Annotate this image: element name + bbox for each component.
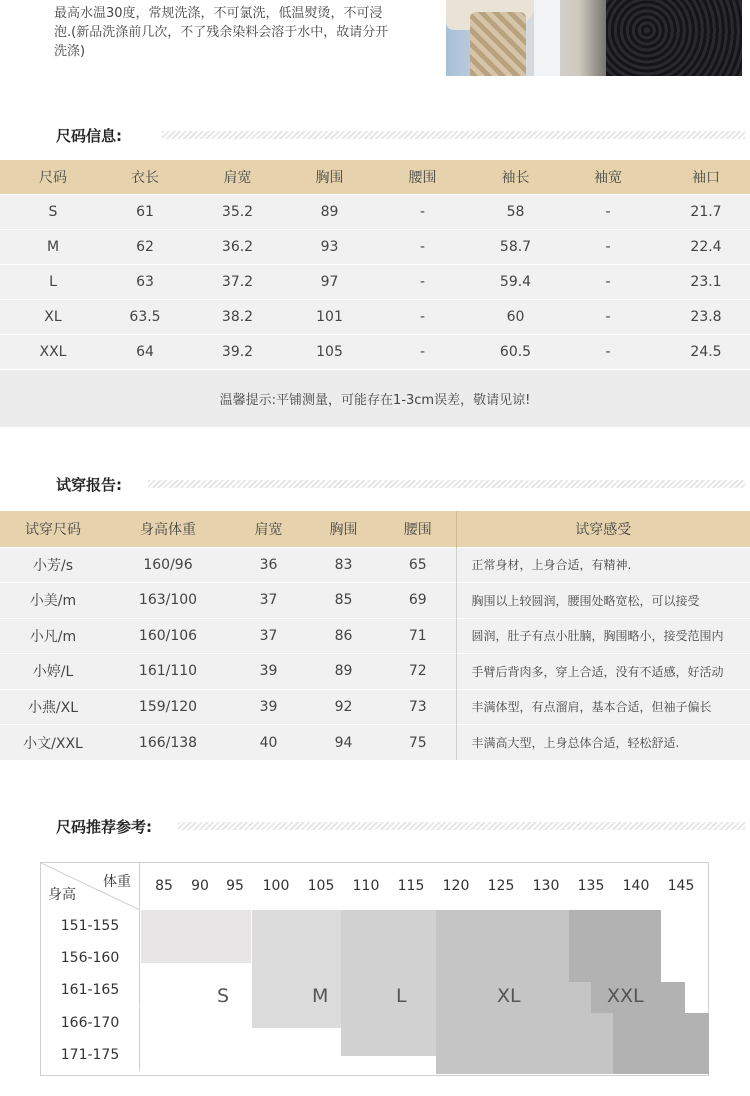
table-cell: - — [554, 299, 662, 334]
table-cell: 36 — [230, 547, 307, 583]
care-instructions: 最高水温30度，常规洗涤，不可氯洗，低温熨烫，不可浸泡.(新品洗涤前几次，不了残余染料会溶于水中，故请分开洗涤) — [54, 6, 389, 59]
column-header: 试穿感受 — [456, 511, 750, 547]
weight-tick: 120 — [442, 878, 470, 894]
table-row — [0, 299, 750, 334]
table-cell: - — [368, 264, 477, 299]
fit-feedback: 圆润，肚子有点小肚腩，胸围略小，接受范围内 — [456, 618, 750, 654]
size-zone-s — [141, 910, 251, 963]
table-cell: 160/106 — [106, 618, 230, 654]
size-zone-xl — [436, 982, 614, 1074]
table-row — [0, 583, 750, 619]
size-zone-m — [252, 910, 341, 1028]
table-cell: 24.5 — [662, 334, 750, 369]
photo-lace-skirt — [606, 0, 742, 76]
table-cell: 23.8 — [662, 299, 750, 334]
fit-feedback: 手臂后背肉多，穿上合适，没有不适感，好活动 — [456, 654, 750, 690]
title-stripe-decoration — [162, 131, 745, 139]
measurement-note: 温馨提示:平铺测量，可能存在1-3cm误差，敬请见谅! — [0, 369, 750, 427]
measurement-note-row — [0, 369, 750, 427]
weight-tick: 100 — [262, 878, 290, 894]
table-row — [0, 654, 750, 690]
size-label-m: M — [312, 985, 329, 1007]
table-cell: XL — [0, 299, 106, 334]
height-axis-label: 身高 — [48, 887, 76, 903]
column-header: 尺码 — [0, 160, 106, 194]
photo-sleeve — [534, 0, 560, 76]
table-cell: M — [0, 229, 106, 264]
height-tick: 166-170 — [41, 1007, 140, 1039]
size-zone-l — [341, 910, 436, 1056]
column-header: 袖长 — [477, 160, 554, 194]
size-table — [0, 160, 750, 427]
table-cell: 69 — [380, 583, 456, 619]
height-tick: 161-165 — [41, 974, 140, 1006]
table-cell: 101 — [291, 299, 368, 334]
column-header: 试穿尺码 — [0, 511, 106, 547]
weight-tick: 105 — [307, 878, 335, 894]
column-header: 胸围 — [307, 511, 380, 547]
table-cell: 75 — [380, 725, 456, 761]
table-cell: 37.2 — [184, 264, 291, 299]
weight-tick: 125 — [487, 878, 515, 894]
table-cell: - — [554, 194, 662, 229]
size-zone-xxl — [569, 910, 661, 982]
table-cell: L — [0, 264, 106, 299]
table-cell: - — [368, 229, 477, 264]
table-cell: 163/100 — [106, 583, 230, 619]
table-cell: 58 — [477, 194, 554, 229]
table-row — [0, 334, 750, 369]
table-cell: 59.4 — [477, 264, 554, 299]
size-label-l: L — [396, 985, 407, 1007]
rec-corner-header — [41, 863, 140, 910]
weight-tick: 90 — [191, 878, 209, 894]
weight-tick: 130 — [532, 878, 560, 894]
table-cell: 22.4 — [662, 229, 750, 264]
table-cell: 39 — [230, 689, 307, 725]
table-cell: 小凡/m — [0, 618, 106, 654]
column-header: 袖宽 — [554, 160, 662, 194]
product-photo — [446, 0, 742, 76]
table-cell: 92 — [307, 689, 380, 725]
column-header: 身高体重 — [106, 511, 230, 547]
size-table-header — [0, 160, 750, 194]
table-row — [0, 264, 750, 299]
table-cell: 61 — [106, 194, 184, 229]
height-tick: 151-155 — [41, 910, 140, 942]
table-cell: 39 — [230, 654, 307, 690]
size-label-xl: XL — [497, 985, 521, 1007]
table-cell: 86 — [307, 618, 380, 654]
table-cell: - — [554, 264, 662, 299]
table-cell: 105 — [291, 334, 368, 369]
weight-tick: 140 — [622, 878, 650, 894]
table-cell: - — [554, 334, 662, 369]
column-header: 胸围 — [291, 160, 368, 194]
table-cell: 166/138 — [106, 725, 230, 761]
column-header: 衣长 — [106, 160, 184, 194]
table-cell: 97 — [291, 264, 368, 299]
table-cell: 23.1 — [662, 264, 750, 299]
table-cell: 93 — [291, 229, 368, 264]
table-row — [0, 194, 750, 229]
table-cell: 40 — [230, 725, 307, 761]
table-cell: 65 — [380, 547, 456, 583]
table-cell: 37 — [230, 618, 307, 654]
table-cell: 83 — [307, 547, 380, 583]
table-cell: 21.7 — [662, 194, 750, 229]
table-row — [0, 547, 750, 583]
table-cell: 60.5 — [477, 334, 554, 369]
table-cell: 小芳/s — [0, 547, 106, 583]
size-label-s: S — [217, 985, 230, 1007]
fit-feedback: 丰满体型，有点溜肩，基本合适，但袖子偏长 — [456, 689, 750, 725]
weight-tick: 145 — [667, 878, 695, 894]
table-cell: 161/110 — [106, 654, 230, 690]
title-stripe-decoration — [178, 822, 745, 830]
table-cell: 89 — [307, 654, 380, 690]
table-cell: 35.2 — [184, 194, 291, 229]
size-recommendation-chart — [40, 862, 709, 1076]
table-cell: - — [368, 194, 477, 229]
table-cell: 63 — [106, 264, 184, 299]
table-cell: XXL — [0, 334, 106, 369]
height-tick: 171-175 — [41, 1039, 140, 1071]
weight-tick: 95 — [226, 878, 244, 894]
table-cell: - — [368, 334, 477, 369]
empty-zone — [141, 1010, 181, 1074]
table-cell: 小美/m — [0, 583, 106, 619]
table-cell: 63.5 — [106, 299, 184, 334]
table-cell: 94 — [307, 725, 380, 761]
trial-report-table — [0, 511, 750, 760]
column-header: 腰围 — [368, 160, 477, 194]
table-cell: 159/120 — [106, 689, 230, 725]
table-cell: 85 — [307, 583, 380, 619]
table-row — [0, 229, 750, 264]
trial-report-title: 试穿报告: — [56, 476, 122, 494]
table-cell: 89 — [291, 194, 368, 229]
column-header: 腰围 — [380, 511, 456, 547]
table-cell: 37 — [230, 583, 307, 619]
table-cell: 小婷/L — [0, 654, 106, 690]
table-cell: 58.7 — [477, 229, 554, 264]
size-zone-xxl — [613, 1013, 709, 1074]
weight-tick: 135 — [577, 878, 605, 894]
table-cell: 72 — [380, 654, 456, 690]
table-cell: 小文/XXL — [0, 725, 106, 761]
table-cell: 38.2 — [184, 299, 291, 334]
weight-tick: 110 — [352, 878, 380, 894]
column-header: 肩宽 — [230, 511, 307, 547]
table-cell: 64 — [106, 334, 184, 369]
table-cell: 62 — [106, 229, 184, 264]
size-info-title: 尺码信息: — [56, 127, 122, 145]
photo-handbag — [470, 12, 526, 76]
size-label-xxl: XXL — [607, 985, 644, 1007]
table-cell: S — [0, 194, 106, 229]
title-stripe-decoration — [148, 480, 745, 488]
weight-tick: 85 — [155, 878, 173, 894]
weight-tick: 115 — [397, 878, 425, 894]
table-row — [0, 689, 750, 725]
weight-axis-label: 体重 — [103, 874, 131, 890]
table-cell: - — [554, 229, 662, 264]
size-recommendation-title: 尺码推荐参考: — [56, 818, 152, 836]
column-header: 肩宽 — [184, 160, 291, 194]
height-tick: 156-160 — [41, 942, 140, 974]
table-cell: 160/96 — [106, 547, 230, 583]
fit-feedback: 丰满高大型，上身总体合适，轻松舒适. — [456, 725, 750, 761]
table-cell: 60 — [477, 299, 554, 334]
table-row — [0, 618, 750, 654]
table-cell: 39.2 — [184, 334, 291, 369]
table-cell: 73 — [380, 689, 456, 725]
fit-feedback: 胸围以上较圆润，腰围处略宽松，可以接受 — [456, 583, 750, 619]
trial-table-header — [0, 511, 750, 547]
table-row — [0, 725, 750, 761]
table-cell: 小燕/XL — [0, 689, 106, 725]
column-header: 袖口 — [662, 160, 750, 194]
fit-feedback: 正常身材，上身合适，有精神. — [456, 547, 750, 583]
table-cell: 71 — [380, 618, 456, 654]
table-cell: - — [368, 299, 477, 334]
table-cell: 36.2 — [184, 229, 291, 264]
